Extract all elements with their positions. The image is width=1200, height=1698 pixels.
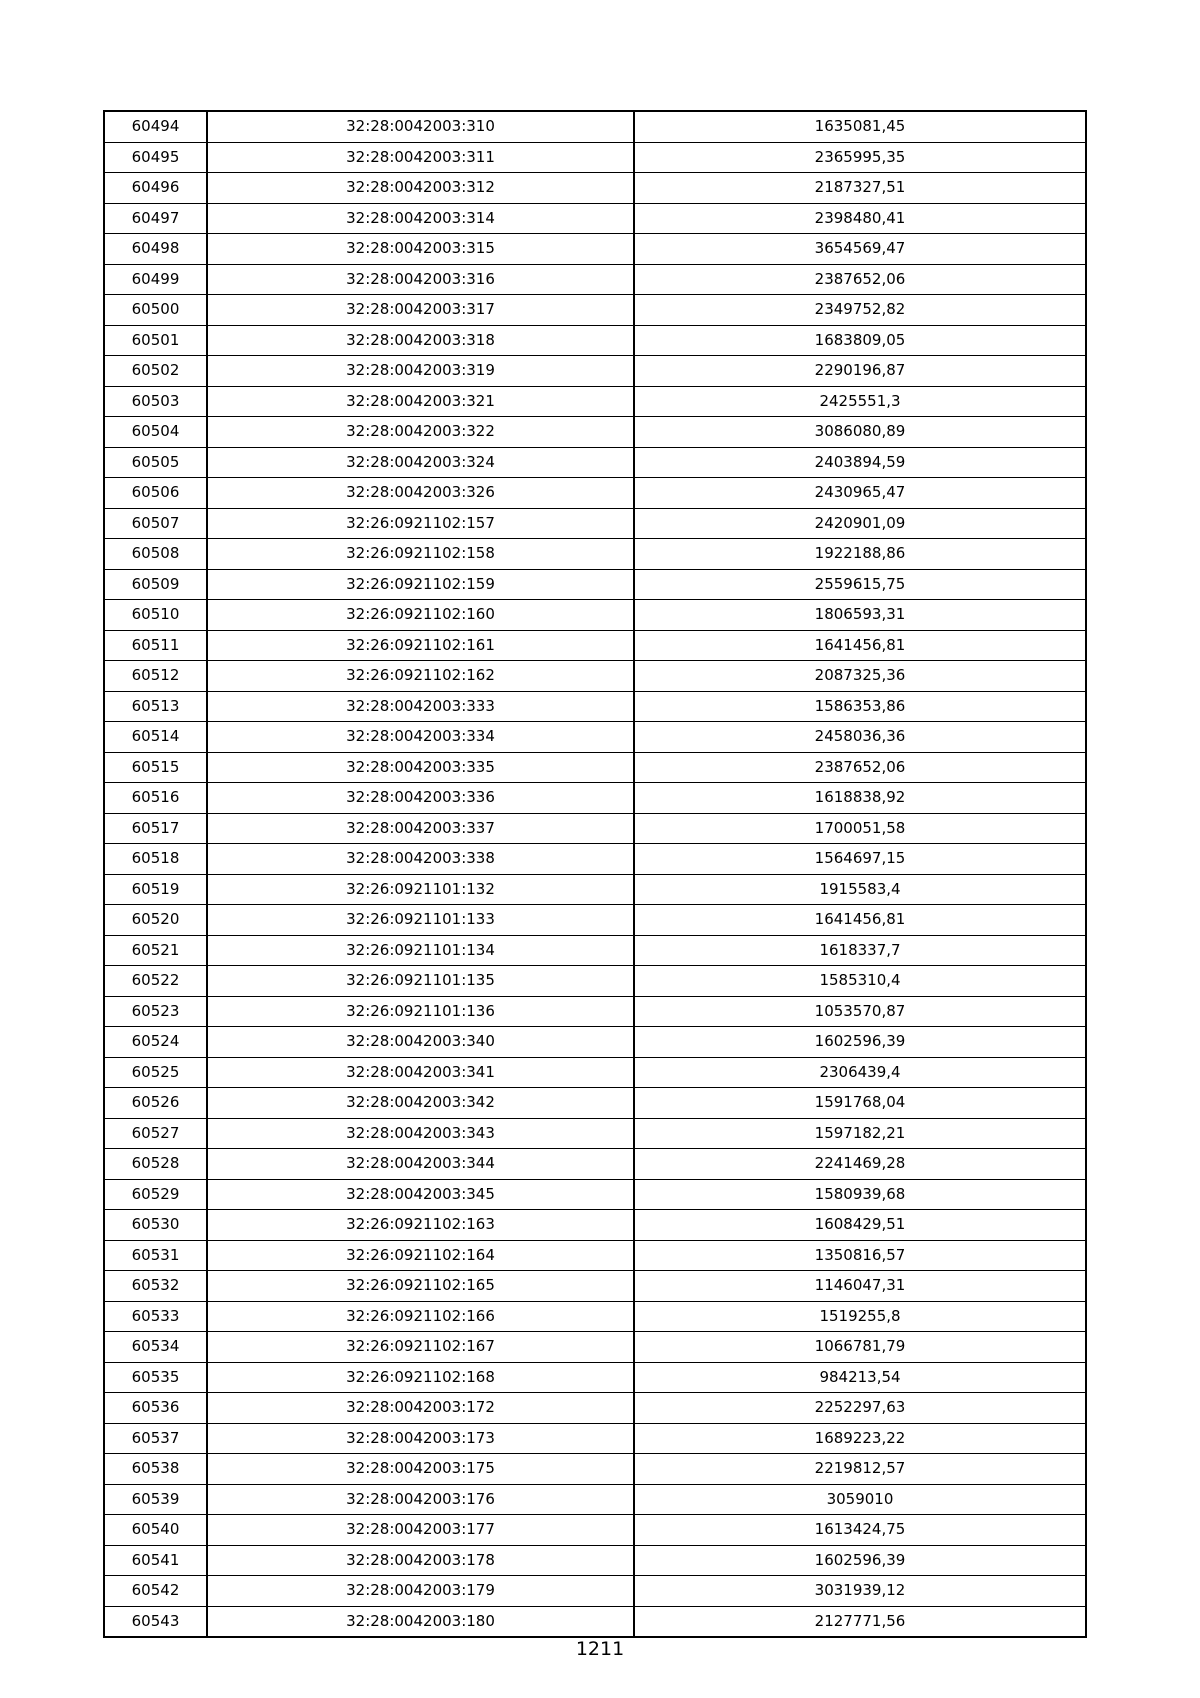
row-number-cell: 60531 [104, 1240, 207, 1271]
table-row [104, 1423, 1086, 1454]
row-number-cell: 60519 [104, 874, 207, 905]
cadastral-number-cell: 32:28:0042003:345 [207, 1179, 634, 1210]
table-row [104, 234, 1086, 265]
cadastral-value-cell: 2306439,4 [634, 1057, 1086, 1088]
cadastral-number-cell: 32:28:0042003:338 [207, 844, 634, 875]
cadastral-number-cell: 32:28:0042003:318 [207, 325, 634, 356]
table-row [104, 905, 1086, 936]
row-number-cell: 60517 [104, 813, 207, 844]
row-number-cell: 60498 [104, 234, 207, 265]
table-row [104, 600, 1086, 631]
table-row [104, 1088, 1086, 1119]
cadastral-number-cell: 32:28:0042003:322 [207, 417, 634, 448]
row-number-cell: 60511 [104, 630, 207, 661]
row-number-cell: 60499 [104, 264, 207, 295]
cadastral-value-cell: 1350816,57 [634, 1240, 1086, 1271]
row-number-cell: 60530 [104, 1210, 207, 1241]
cadastral-number-cell: 32:26:0921101:134 [207, 935, 634, 966]
row-number-cell: 60524 [104, 1027, 207, 1058]
table-row [104, 1179, 1086, 1210]
cadastral-number-cell: 32:28:0042003:178 [207, 1545, 634, 1576]
cadastral-value-cell: 2252297,63 [634, 1393, 1086, 1424]
table-row [104, 722, 1086, 753]
table-row [104, 1301, 1086, 1332]
cadastral-number-cell: 32:26:0921102:164 [207, 1240, 634, 1271]
cadastral-value-cell: 1700051,58 [634, 813, 1086, 844]
table-row [104, 478, 1086, 509]
row-number-cell: 60514 [104, 722, 207, 753]
table-row [104, 142, 1086, 173]
cadastral-number-cell: 32:26:0921101:135 [207, 966, 634, 997]
cadastral-value-cell: 1608429,51 [634, 1210, 1086, 1241]
cadastral-value-cell: 1602596,39 [634, 1545, 1086, 1576]
table-row [104, 1118, 1086, 1149]
cadastral-number-cell: 32:26:0921102:161 [207, 630, 634, 661]
row-number-cell: 60535 [104, 1362, 207, 1393]
cadastral-number-cell: 32:28:0042003:336 [207, 783, 634, 814]
table-row [104, 1576, 1086, 1607]
row-number-cell: 60500 [104, 295, 207, 326]
cadastral-number-cell: 32:28:0042003:312 [207, 173, 634, 204]
cadastral-value-cell: 1519255,8 [634, 1301, 1086, 1332]
row-number-cell: 60541 [104, 1545, 207, 1576]
table-row [104, 173, 1086, 204]
table-row [104, 844, 1086, 875]
row-number-cell: 60504 [104, 417, 207, 448]
cadastral-value-cell: 1586353,86 [634, 691, 1086, 722]
cadastral-value-cell: 2219812,57 [634, 1454, 1086, 1485]
cadastral-number-cell: 32:26:0921101:132 [207, 874, 634, 905]
cadastral-number-cell: 32:28:0042003:172 [207, 1393, 634, 1424]
row-number-cell: 60505 [104, 447, 207, 478]
cadastral-value-cell: 1146047,31 [634, 1271, 1086, 1302]
table-row [104, 1545, 1086, 1576]
row-number-cell: 60496 [104, 173, 207, 204]
cadastral-value-cell: 1635081,45 [634, 111, 1086, 142]
row-number-cell: 60507 [104, 508, 207, 539]
row-number-cell: 60527 [104, 1118, 207, 1149]
cadastral-number-cell: 32:28:0042003:341 [207, 1057, 634, 1088]
cadastral-number-cell: 32:28:0042003:177 [207, 1515, 634, 1546]
cadastral-number-cell: 32:26:0921102:158 [207, 539, 634, 570]
table-row [104, 752, 1086, 783]
row-number-cell: 60528 [104, 1149, 207, 1180]
table-row [104, 325, 1086, 356]
row-number-cell: 60543 [104, 1606, 207, 1637]
table-row [104, 630, 1086, 661]
table-row [104, 539, 1086, 570]
row-number-cell: 60495 [104, 142, 207, 173]
table-row [104, 264, 1086, 295]
cadastral-number-cell: 32:28:0042003:173 [207, 1423, 634, 1454]
cadastral-value-cell: 2559615,75 [634, 569, 1086, 600]
cadastral-value-cell: 1053570,87 [634, 996, 1086, 1027]
cadastral-number-cell: 32:28:0042003:175 [207, 1454, 634, 1485]
cadastral-number-cell: 32:26:0921102:167 [207, 1332, 634, 1363]
cadastral-value-cell: 1591768,04 [634, 1088, 1086, 1119]
cadastral-number-cell: 32:28:0042003:326 [207, 478, 634, 509]
row-number-cell: 60516 [104, 783, 207, 814]
cadastral-number-cell: 32:28:0042003:334 [207, 722, 634, 753]
cadastral-number-cell: 32:28:0042003:342 [207, 1088, 634, 1119]
cadastral-value-cell: 1564697,15 [634, 844, 1086, 875]
cadastral-value-cell: 2398480,41 [634, 203, 1086, 234]
cadastral-value-cell: 3654569,47 [634, 234, 1086, 265]
table-row [104, 1210, 1086, 1241]
cadastral-number-cell: 32:28:0042003:179 [207, 1576, 634, 1607]
cadastral-number-cell: 32:28:0042003:311 [207, 142, 634, 173]
table-row [104, 1515, 1086, 1546]
table-row [104, 417, 1086, 448]
cadastral-number-cell: 32:26:0921102:163 [207, 1210, 634, 1241]
table-row [104, 1057, 1086, 1088]
cadastral-value-cell: 1641456,81 [634, 905, 1086, 936]
cadastral-number-cell: 32:26:0921102:162 [207, 661, 634, 692]
cadastral-number-cell: 32:26:0921102:166 [207, 1301, 634, 1332]
row-number-cell: 60532 [104, 1271, 207, 1302]
table-row [104, 1484, 1086, 1515]
table-row [104, 356, 1086, 387]
row-number-cell: 60510 [104, 600, 207, 631]
row-number-cell: 60501 [104, 325, 207, 356]
cadastral-value-cell: 1585310,4 [634, 966, 1086, 997]
table-row [104, 935, 1086, 966]
table-row [104, 508, 1086, 539]
cadastral-value-cell: 1618337,7 [634, 935, 1086, 966]
row-number-cell: 60503 [104, 386, 207, 417]
cadastral-number-cell: 32:26:0921102:168 [207, 1362, 634, 1393]
cadastral-number-cell: 32:28:0042003:180 [207, 1606, 634, 1637]
row-number-cell: 60542 [104, 1576, 207, 1607]
row-number-cell: 60509 [104, 569, 207, 600]
cadastral-value-cell: 1602596,39 [634, 1027, 1086, 1058]
cadastral-value-cell: 1580939,68 [634, 1179, 1086, 1210]
cadastral-value-cell: 2187327,51 [634, 173, 1086, 204]
cadastral-number-cell: 32:28:0042003:333 [207, 691, 634, 722]
table-row [104, 966, 1086, 997]
table-row [104, 1027, 1086, 1058]
cadastral-value-cell: 2403894,59 [634, 447, 1086, 478]
cadastral-value-cell: 2349752,82 [634, 295, 1086, 326]
cadastral-number-cell: 32:28:0042003:337 [207, 813, 634, 844]
table-row [104, 1454, 1086, 1485]
cadastral-value-table [103, 110, 1087, 1638]
table-row [104, 874, 1086, 905]
cadastral-value-cell: 2420901,09 [634, 508, 1086, 539]
cadastral-number-cell: 32:26:0921102:160 [207, 600, 634, 631]
table-row [104, 447, 1086, 478]
table-row [104, 691, 1086, 722]
row-number-cell: 60494 [104, 111, 207, 142]
cadastral-number-cell: 32:28:0042003:344 [207, 1149, 634, 1180]
table-row [104, 203, 1086, 234]
cadastral-value-cell: 2458036,36 [634, 722, 1086, 753]
row-number-cell: 60538 [104, 1454, 207, 1485]
cadastral-number-cell: 32:28:0042003:317 [207, 295, 634, 326]
cadastral-number-cell: 32:28:0042003:314 [207, 203, 634, 234]
cadastral-value-cell: 2425551,3 [634, 386, 1086, 417]
table-row [104, 1393, 1086, 1424]
cadastral-number-cell: 32:28:0042003:343 [207, 1118, 634, 1149]
cadastral-value-cell: 1597182,21 [634, 1118, 1086, 1149]
cadastral-value-cell: 3031939,12 [634, 1576, 1086, 1607]
cadastral-number-cell: 32:26:0921102:165 [207, 1271, 634, 1302]
table-row [104, 569, 1086, 600]
row-number-cell: 60513 [104, 691, 207, 722]
row-number-cell: 60525 [104, 1057, 207, 1088]
row-number-cell: 60529 [104, 1179, 207, 1210]
row-number-cell: 60539 [104, 1484, 207, 1515]
row-number-cell: 60521 [104, 935, 207, 966]
row-number-cell: 60537 [104, 1423, 207, 1454]
cadastral-value-cell: 1618838,92 [634, 783, 1086, 814]
cadastral-number-cell: 32:28:0042003:310 [207, 111, 634, 142]
table-row [104, 1606, 1086, 1637]
cadastral-value-cell: 2290196,87 [634, 356, 1086, 387]
table-row [104, 661, 1086, 692]
cadastral-value-cell: 1689223,22 [634, 1423, 1086, 1454]
cadastral-number-cell: 32:26:0921102:157 [207, 508, 634, 539]
cadastral-number-cell: 32:28:0042003:176 [207, 1484, 634, 1515]
cadastral-value-cell: 2087325,36 [634, 661, 1086, 692]
cadastral-value-cell: 1922188,86 [634, 539, 1086, 570]
row-number-cell: 60508 [104, 539, 207, 570]
row-number-cell: 60522 [104, 966, 207, 997]
table-body [104, 111, 1086, 1637]
table-row [104, 386, 1086, 417]
row-number-cell: 60506 [104, 478, 207, 509]
row-number-cell: 60512 [104, 661, 207, 692]
row-number-cell: 60497 [104, 203, 207, 234]
table-row [104, 1149, 1086, 1180]
cadastral-value-cell: 1683809,05 [634, 325, 1086, 356]
cadastral-number-cell: 32:26:0921101:136 [207, 996, 634, 1027]
table-row [104, 295, 1086, 326]
row-number-cell: 60523 [104, 996, 207, 1027]
row-number-cell: 60533 [104, 1301, 207, 1332]
cadastral-value-cell: 2365995,35 [634, 142, 1086, 173]
table-row [104, 1332, 1086, 1363]
row-number-cell: 60515 [104, 752, 207, 783]
table-row [104, 996, 1086, 1027]
row-number-cell: 60536 [104, 1393, 207, 1424]
cadastral-number-cell: 32:28:0042003:324 [207, 447, 634, 478]
table-row [104, 783, 1086, 814]
cadastral-value-cell: 3059010 [634, 1484, 1086, 1515]
cadastral-number-cell: 32:26:0921101:133 [207, 905, 634, 936]
cadastral-value-cell: 1641456,81 [634, 630, 1086, 661]
cadastral-number-cell: 32:28:0042003:335 [207, 752, 634, 783]
cadastral-value-cell: 1066781,79 [634, 1332, 1086, 1363]
cadastral-value-cell: 1613424,75 [634, 1515, 1086, 1546]
cadastral-value-cell: 2430965,47 [634, 478, 1086, 509]
cadastral-value-cell: 2241469,28 [634, 1149, 1086, 1180]
row-number-cell: 60540 [104, 1515, 207, 1546]
cadastral-value-cell: 2387652,06 [634, 264, 1086, 295]
cadastral-number-cell: 32:28:0042003:340 [207, 1027, 634, 1058]
cadastral-number-cell: 32:28:0042003:319 [207, 356, 634, 387]
table-row [104, 1271, 1086, 1302]
cadastral-value-cell: 984213,54 [634, 1362, 1086, 1393]
cadastral-number-cell: 32:26:0921102:159 [207, 569, 634, 600]
row-number-cell: 60518 [104, 844, 207, 875]
table-row [104, 813, 1086, 844]
cadastral-value-cell: 1806593,31 [634, 600, 1086, 631]
page-number: 1211 [575, 1638, 625, 1660]
table-row [104, 111, 1086, 142]
cadastral-value-cell: 3086080,89 [634, 417, 1086, 448]
cadastral-number-cell: 32:28:0042003:321 [207, 386, 634, 417]
cadastral-number-cell: 32:28:0042003:316 [207, 264, 634, 295]
row-number-cell: 60520 [104, 905, 207, 936]
cadastral-value-cell: 2127771,56 [634, 1606, 1086, 1637]
table-row [104, 1240, 1086, 1271]
row-number-cell: 60534 [104, 1332, 207, 1363]
table-row [104, 1362, 1086, 1393]
row-number-cell: 60526 [104, 1088, 207, 1119]
row-number-cell: 60502 [104, 356, 207, 387]
cadastral-value-cell: 1915583,4 [634, 874, 1086, 905]
cadastral-number-cell: 32:28:0042003:315 [207, 234, 634, 265]
cadastral-value-cell: 2387652,06 [634, 752, 1086, 783]
